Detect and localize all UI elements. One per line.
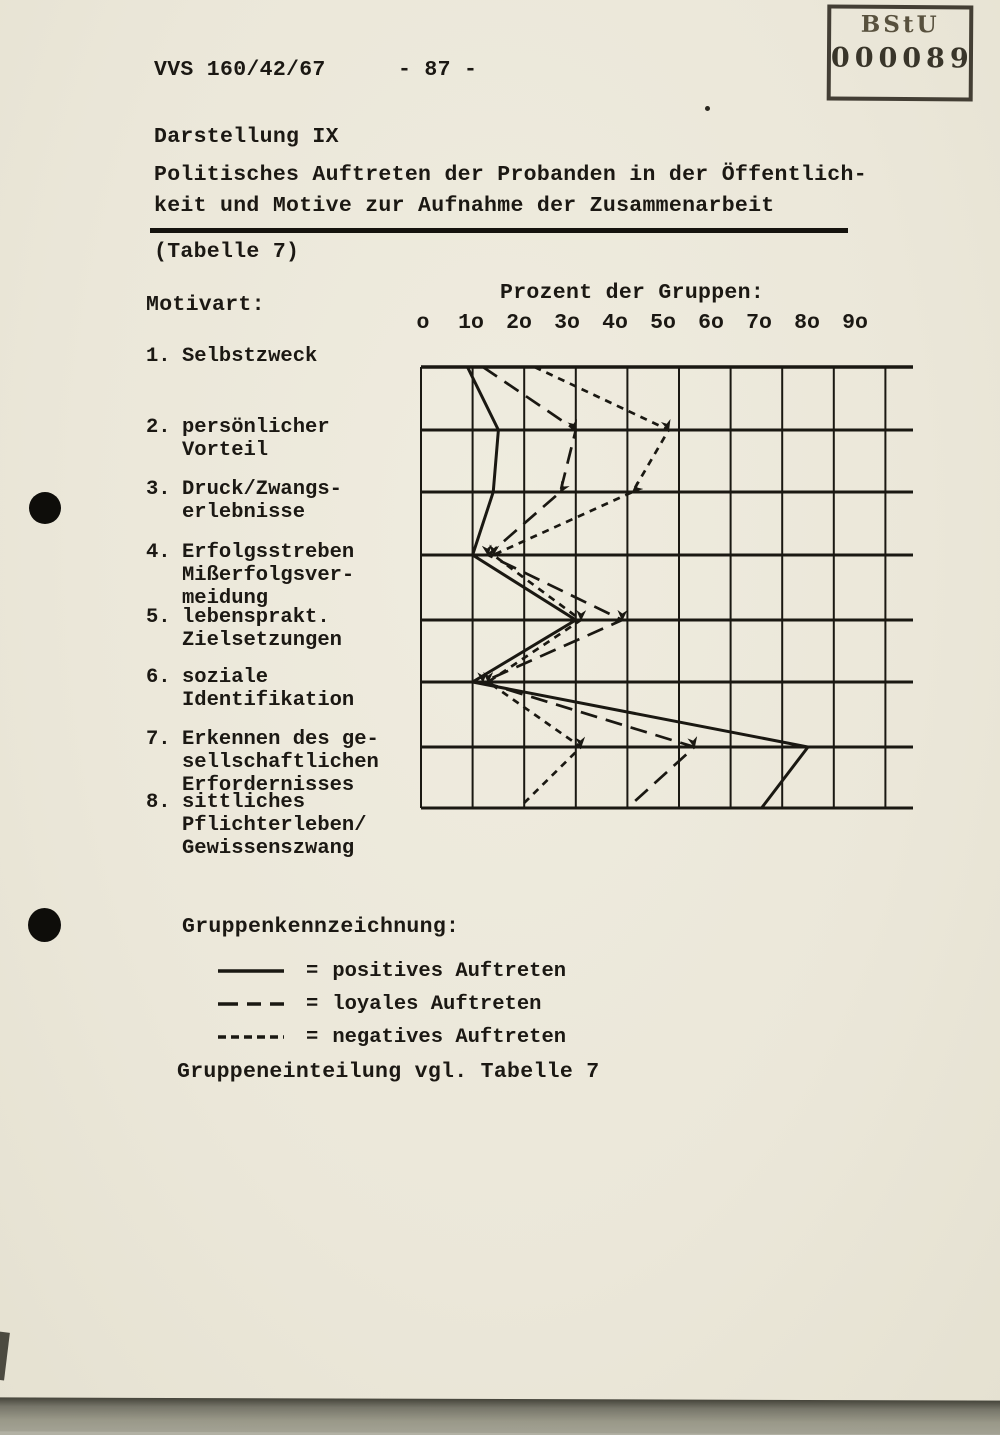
- chart-grid: [421, 367, 913, 808]
- figure-heading: Darstellung IX: [154, 125, 339, 149]
- series-line-long-dash: [483, 367, 695, 808]
- motive-label: Druck/Zwangs- erlebnisse: [182, 478, 342, 524]
- motive-label: Selbstzweck: [182, 345, 318, 368]
- motive-label: lebensprakt. Zielsetzungen: [182, 606, 342, 652]
- motive-number: 5.: [146, 606, 171, 629]
- stamp-organization: BStU: [860, 10, 940, 39]
- figure-title-line1: Politisches Auftreten der Probanden in der Öffentlich-: [154, 163, 867, 187]
- motive-number: 6.: [146, 666, 171, 689]
- motive-item: [146, 541, 426, 610]
- motive-label: sittliches Pflichterleben/ Gewissenszwang: [182, 791, 367, 860]
- legend-row: [216, 958, 566, 984]
- legend-line-sample-long-dash: [216, 999, 288, 1009]
- punch-hole-mark: [29, 492, 61, 524]
- legend-heading: Gruppenkennzeichnung:: [182, 915, 460, 939]
- x-axis-tick-label: 2o: [506, 311, 532, 335]
- legend-row: [216, 991, 541, 1017]
- legend-equals-sign: =: [306, 992, 319, 1016]
- legend-label: negatives Auftreten: [332, 1025, 567, 1049]
- motive-label: Erfolgsstreben Mißerfolgsver- meidung: [182, 541, 355, 610]
- legend-label: positives Auftreten: [332, 959, 567, 983]
- x-axis-tick-label: 4o: [602, 311, 628, 335]
- x-axis-tick-label: 5o: [650, 311, 676, 335]
- legend-equals-sign: =: [306, 959, 319, 983]
- ink-speck: [705, 106, 710, 111]
- legend-label: loyales Auftreten: [332, 992, 542, 1016]
- motive-item: [146, 666, 426, 712]
- series-line-short-dash: [488, 367, 669, 808]
- motive-item: [146, 345, 426, 368]
- x-axis-tick-label: 3o: [554, 311, 580, 335]
- motive-number: 7.: [146, 728, 171, 751]
- motive-label: soziale Identifikation: [182, 666, 355, 712]
- motive-number: 2.: [146, 416, 171, 439]
- legend-row: [216, 1024, 566, 1050]
- motive-number: 1.: [146, 345, 171, 368]
- x-axis-tick-label: 6o: [698, 311, 724, 335]
- motive-item: [146, 416, 426, 462]
- legend-line-sample-solid: [216, 966, 288, 976]
- x-axis-tick-label: 7o: [746, 311, 772, 335]
- x-axis-tick-label: 8o: [794, 311, 820, 335]
- bstu-stamp: [827, 4, 974, 101]
- scan-edge-artifact: [0, 1332, 10, 1381]
- motive-label: Erkennen des ge- sellschaftlichen Erfordernisses: [182, 728, 379, 797]
- legend-note: Gruppeneinteilung vgl. Tabelle 7: [177, 1060, 600, 1084]
- series-line-solid: [467, 367, 808, 808]
- figure-subtitle: (Tabelle 7): [154, 240, 300, 264]
- figure-title-line2: keit und Motive zur Aufnahme der Zusammenarbeit: [154, 194, 775, 218]
- motive-label: persönlicher Vorteil: [182, 416, 330, 462]
- motive-item: [146, 791, 426, 860]
- x-axis-tick-label: 9o: [842, 311, 868, 335]
- x-axis-tick-label: o: [416, 311, 430, 335]
- stamp-sheet-number: 000089: [830, 42, 974, 75]
- motive-item: [146, 478, 426, 524]
- motive-item: [146, 728, 426, 797]
- motive-number: 4.: [146, 541, 171, 564]
- legend-line-sample-short-dash: [216, 1032, 288, 1042]
- motive-number: 8.: [146, 791, 171, 814]
- classification-number: VVS 160/42/67: [154, 58, 326, 82]
- punch-hole-mark: [28, 908, 61, 942]
- page-number: - 87 -: [398, 58, 478, 82]
- title-underline: [150, 228, 848, 233]
- motive-number: 3.: [146, 478, 171, 501]
- motivart-label: Motivart:: [146, 293, 265, 317]
- legend-equals-sign: =: [306, 1025, 319, 1049]
- x-axis-caption: Prozent der Gruppen:: [500, 281, 765, 305]
- motive-item: [146, 606, 426, 652]
- x-axis-tick-label: 1o: [458, 311, 484, 335]
- scan-background-strip: [0, 1397, 1000, 1434]
